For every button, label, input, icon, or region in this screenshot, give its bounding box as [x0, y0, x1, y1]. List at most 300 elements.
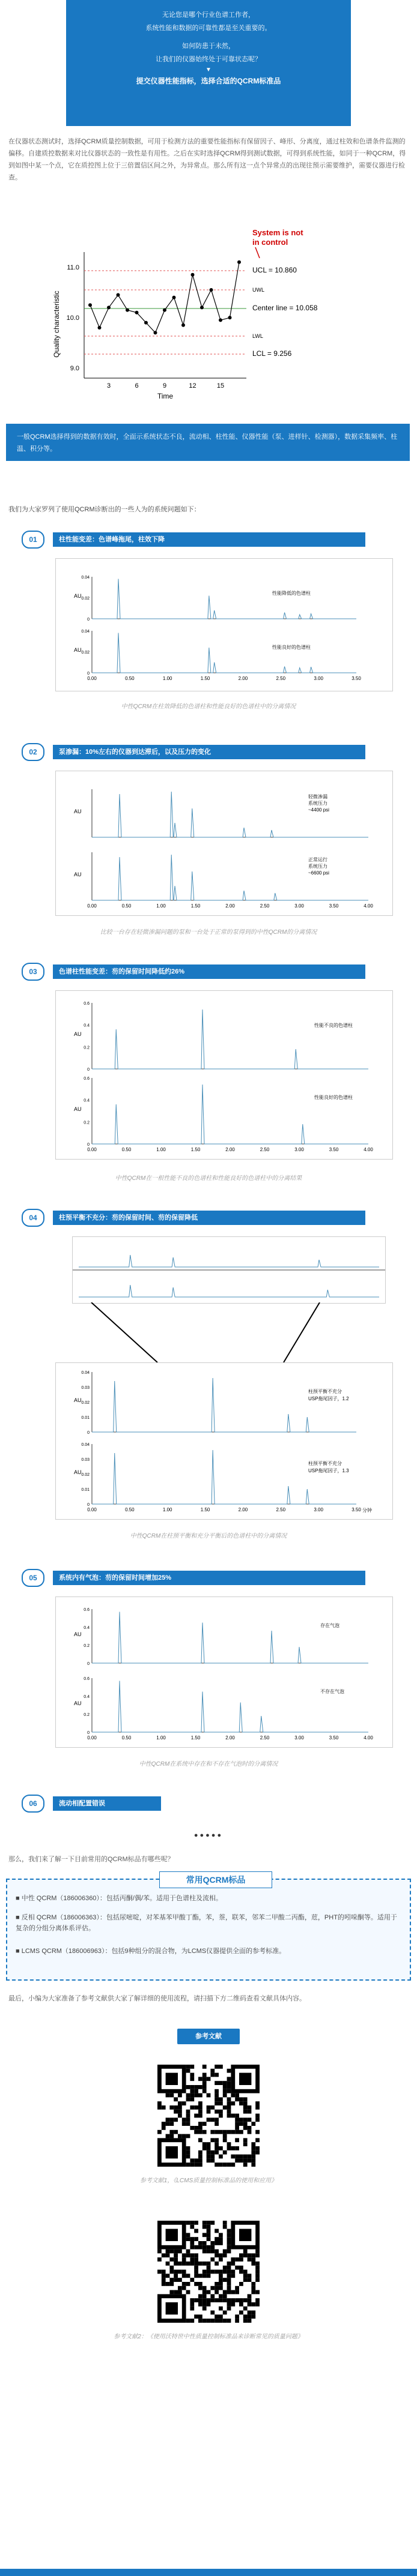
chromatogram-trace: [92, 1085, 368, 1144]
qr-module: [227, 2069, 231, 2073]
trace-label: ~4400 psi: [308, 807, 329, 813]
qr-module: [157, 2105, 162, 2110]
qr-module: [182, 2122, 186, 2126]
qr-module: [235, 2290, 239, 2295]
data-point: [88, 303, 92, 307]
y-tick-label: 0: [87, 1068, 90, 1072]
qr-module: [235, 2266, 239, 2270]
y-tick-label: 0.02: [81, 1473, 90, 1477]
qr-module: [227, 2262, 231, 2266]
qr-module: [219, 2130, 223, 2134]
qr-module: [219, 2307, 223, 2311]
data-point: [135, 311, 139, 314]
qr-module: [223, 2138, 227, 2142]
qr-module: [215, 2270, 219, 2274]
qr-module: [186, 2117, 190, 2122]
qr-module: [178, 2114, 182, 2118]
qr-module: [190, 2225, 194, 2229]
qr-module: [219, 2155, 223, 2159]
x-tick-label: 2.50: [276, 676, 286, 681]
reference-button[interactable]: 参考文献: [177, 2029, 240, 2044]
qr-module: [219, 2110, 223, 2114]
qr-module: [243, 2097, 248, 2101]
qr-module: [198, 2150, 202, 2155]
x-tick-label: 0.00: [87, 676, 97, 681]
qr-module: [235, 2138, 239, 2142]
qr-module: [227, 2130, 231, 2134]
qr-module: [243, 2253, 248, 2257]
qr-module: [248, 2278, 252, 2282]
case-number: 05: [22, 1569, 44, 1587]
x-tick-label: 2.50: [276, 1507, 286, 1512]
qr-module: [210, 2257, 215, 2262]
qr-module: [251, 2150, 255, 2155]
case-header: [22, 531, 388, 549]
qr-module: [235, 2117, 239, 2122]
x-tick-label: 3.00: [314, 1507, 323, 1512]
data-point: [154, 331, 157, 334]
qr-module: [202, 2085, 207, 2089]
qr-code[interactable]: [157, 2221, 260, 2323]
qr-module: [215, 2298, 219, 2302]
qr-module: [243, 2117, 248, 2122]
qr-module: [219, 2286, 223, 2290]
x-tick-label: 0.50: [121, 1735, 132, 1741]
x-tick-label: 2.50: [260, 1735, 270, 1741]
qr-module: [190, 2253, 194, 2257]
qr-module: [255, 2138, 260, 2142]
qr-module: [235, 2155, 239, 2159]
qr-module: [223, 2253, 227, 2257]
qr-module: [174, 2249, 178, 2254]
qr-module: [198, 2262, 202, 2266]
case-title: 色谱柱性能变差：芴的保留时间降低约26%: [53, 964, 365, 979]
qr-module: [239, 2101, 243, 2105]
qr-module: [243, 2158, 248, 2162]
hero-line: 如何防患于未然，: [182, 43, 235, 50]
qr-module: [235, 2257, 239, 2262]
qr-module: [207, 2266, 211, 2270]
qr-module: [223, 2298, 227, 2302]
qr-module: [255, 2270, 260, 2274]
qr-module: [255, 2150, 260, 2155]
qr-module: [207, 2262, 211, 2266]
qr-module: [182, 2282, 186, 2286]
qr-module: [166, 2122, 170, 2126]
qr-module: [194, 2270, 198, 2274]
qr-module: [178, 2290, 182, 2295]
qr-module: [219, 2081, 223, 2085]
hero-line: 无论您是哪个行业色谱工作者，: [162, 11, 255, 19]
qr-module: [178, 2278, 182, 2282]
qr-module: [243, 2319, 248, 2323]
qr-module: [239, 2253, 243, 2257]
qr-module: [215, 2130, 219, 2134]
qr-module: [215, 2237, 219, 2241]
intro-paragraph: 在仪器状态测试时，选择QCRM质量控制数据，可用于检测方法的重要性能指标有保留因子、峰形、分离度，通过柱效和色谱条件监测的偏移。自建质控数据来对比仪器状态的一致性是有用性。之后在实时选择QCRM得到测试数据，可得到系统性能，如同于一种QCRM，得到如图中某一个点，它在质控图上位于三倍置信区间之外，为异常点。那么所有这一点个异常点的出现往预示需要维护，需要仪器进行检查。: [8, 138, 406, 181]
trace-label: USP拖尾因子，1.3: [308, 1468, 349, 1473]
y-tick-label: 0.4: [84, 1098, 90, 1103]
qr-module: [174, 2278, 178, 2282]
qr-module: [227, 2266, 231, 2270]
trace-label: USP拖尾因子，1.2: [308, 1396, 349, 1401]
qr-module: [186, 2221, 190, 2225]
case-number: 01: [22, 531, 44, 549]
qr-module: [178, 2249, 182, 2254]
y-axis-label: AU: [74, 1631, 82, 1637]
qr-module: [207, 2270, 211, 2274]
qr-module: [190, 2097, 194, 2101]
x-tick-label: 3.00: [314, 676, 323, 681]
zoom-line-right: [284, 1302, 320, 1362]
qr-module: [190, 2093, 194, 2098]
qr-module: [174, 2270, 178, 2274]
x-tick-label: 1.00: [156, 1147, 166, 1152]
qr-module: [198, 2138, 202, 2142]
x-tick-label: 3.00: [294, 903, 304, 909]
center-label: Center line = 10.058: [252, 304, 318, 312]
qr-module: [219, 2314, 223, 2319]
qr-module: [219, 2237, 223, 2241]
chromatogram-4-zoom: [72, 1236, 386, 1304]
qr-module: [227, 2302, 231, 2307]
qr-module: [243, 2162, 248, 2167]
qr-module: [219, 2257, 223, 2262]
y-tick-label: 0: [87, 1143, 90, 1147]
chromatogram-5: [55, 1596, 393, 1748]
chromatogram-trace: [92, 579, 356, 619]
qr-module: [202, 2319, 207, 2323]
y-tick-label: 0.04: [81, 576, 90, 580]
qr-module: [235, 2298, 239, 2302]
qr-module: [223, 2221, 227, 2225]
qr-module: [227, 2233, 231, 2237]
hero-bottom: 提交仪器性能指标，选择合适的QCRM标准品: [136, 77, 281, 85]
uwl-label: UWL: [252, 287, 264, 293]
y-tick-label: 0.01: [81, 1416, 90, 1420]
qr-module: [215, 2319, 219, 2323]
qr-module: [182, 2257, 186, 2262]
qr-module: [202, 2298, 207, 2302]
qr-module: [251, 2122, 255, 2126]
trace-label: 性能降低的色谱柱: [272, 591, 311, 596]
qr-module: [223, 2089, 227, 2093]
qr-module: [223, 2134, 227, 2138]
qr-module: [210, 2158, 215, 2162]
case-header: [22, 1569, 388, 1587]
data-point: [126, 308, 129, 312]
qr-module: [231, 2093, 235, 2098]
y-axis-label: AU: [74, 1106, 82, 1112]
qr-module: [207, 2146, 211, 2150]
x-tick-label: 1.00: [156, 1735, 166, 1741]
qr-module: [251, 2311, 255, 2315]
qr-module: [239, 2257, 243, 2262]
trace-label: 性能良好的色谱柱: [272, 645, 311, 650]
qr-module: [166, 2253, 170, 2257]
y-tick-label: 0.02: [81, 1401, 90, 1405]
standard-item-text: 中性 QCRM（186006360）：包括丙酮/偶/苯。适用于色谱柱及流相。: [21, 1895, 223, 1902]
qr-module: [190, 2089, 194, 2093]
trace-label: 系统压力: [308, 801, 327, 806]
qr-module: [207, 2142, 211, 2146]
qr-module: [227, 2085, 231, 2089]
qr-module: [207, 2077, 211, 2081]
qr-module: [169, 2134, 174, 2138]
qr-module: [202, 2270, 207, 2274]
qr-module: [227, 2110, 231, 2114]
separator-dots: ●●●●●: [193, 1832, 224, 1839]
qr-module: [207, 2245, 211, 2249]
qr-module: [227, 2298, 231, 2302]
qr-finder-core: [239, 2229, 251, 2241]
qr-module: [215, 2089, 219, 2093]
qr-module: [215, 2241, 219, 2245]
qr-module: [190, 2257, 194, 2262]
qr-module: [182, 2270, 186, 2274]
qr-module: [194, 2130, 198, 2134]
qr-module: [202, 2221, 207, 2225]
qr-module: [202, 2130, 207, 2134]
qr-module: [169, 2122, 174, 2126]
qr-module: [162, 2270, 166, 2274]
trace-label: 系统压力: [308, 864, 327, 869]
qr-module: [174, 2274, 178, 2278]
x-tick-label: 3: [106, 382, 111, 390]
y-tick-label: 0.2: [84, 1121, 90, 1125]
qr-module: [219, 2146, 223, 2150]
qr-module: [235, 2093, 239, 2098]
data-point: [200, 305, 204, 309]
qr-module: [169, 2093, 174, 2098]
y-tick-label: 0: [87, 1662, 90, 1666]
qr-module: [186, 2114, 190, 2118]
qr-module: [223, 2319, 227, 2323]
data-point: [172, 296, 176, 299]
qr-module: [235, 2314, 239, 2319]
qr-module: [190, 2077, 194, 2081]
x-tick-label: 0.50: [125, 676, 135, 681]
qr-module: [186, 2319, 190, 2323]
y-tick-label: 0.04: [81, 630, 90, 634]
y-axis-label: AU: [74, 593, 82, 599]
y-axis-label: AU: [74, 1031, 82, 1037]
y-tick-label: 0.04: [81, 1371, 90, 1375]
data-point: [228, 316, 232, 319]
qr-module: [227, 2237, 231, 2241]
qr-finder-core: [166, 2146, 178, 2158]
x-tick-label: 3.00: [294, 1147, 304, 1152]
qr-module: [202, 2146, 207, 2150]
qr-module: [186, 2253, 190, 2257]
chromatogram-trace: [92, 1378, 356, 1432]
qr-module: [243, 2278, 248, 2282]
data-point: [144, 321, 148, 325]
qr-module: [231, 2146, 235, 2150]
qr-module: [251, 2257, 255, 2262]
trace-label: 柱预平衡不充分: [308, 1389, 342, 1394]
x-tick-label: 0.00: [87, 1735, 97, 1741]
qr-module: [251, 2158, 255, 2162]
qr-module: [231, 2270, 235, 2274]
x-tick-label: 0.50: [121, 903, 132, 909]
qr-module: [235, 2319, 239, 2323]
qr-module: [231, 2155, 235, 2159]
qr-module: [239, 2266, 243, 2270]
annotation-line-2: in control: [252, 238, 288, 247]
y-tick-label: 0.02: [81, 597, 90, 601]
case-title: 泵渗漏：10%左右的仪器到达滞后，以及压力的变化: [53, 745, 365, 759]
qr-module: [186, 2097, 190, 2101]
qr-module: [215, 2110, 219, 2114]
case-title: 柱性能变差：色谱峰拖尾，柱效下降: [53, 532, 365, 547]
x-tick-label: 2.00: [238, 1507, 248, 1512]
qr-module: [223, 2162, 227, 2167]
qr-module: [207, 2158, 211, 2162]
qr-module: [248, 2319, 252, 2323]
qr-module: [202, 2262, 207, 2266]
qr-module: [186, 2249, 190, 2254]
qr-module: [248, 2130, 252, 2134]
x-tick-label: 1.50: [200, 1507, 210, 1512]
data-point: [98, 326, 102, 330]
qr-module: [227, 2307, 231, 2311]
qr-module: [227, 2097, 231, 2101]
qr-module: [215, 2253, 219, 2257]
qr-module: [243, 2274, 248, 2278]
x-tick-label: 2.00: [238, 676, 248, 681]
qr-module: [202, 2077, 207, 2081]
qr-module: [202, 2065, 207, 2069]
qr-module: [186, 2233, 190, 2237]
qr-module: [231, 2274, 235, 2278]
qr-module: [210, 2117, 215, 2122]
chromatogram-trace: [79, 1285, 379, 1297]
qr-module: [174, 2117, 178, 2122]
trace-label: 存在气泡: [320, 1623, 339, 1628]
qr-module: [210, 2221, 215, 2225]
qr-module: [174, 2097, 178, 2101]
case-header: [22, 1209, 388, 1227]
qr-module: [190, 2298, 194, 2302]
qr-module: [162, 2105, 166, 2110]
qr-module: [227, 2282, 231, 2286]
qr-module: [202, 2274, 207, 2278]
qr-module: [186, 2146, 190, 2150]
qr-module: [190, 2126, 194, 2130]
qr-module: [231, 2114, 235, 2118]
qr-module: [223, 2150, 227, 2155]
qr-module: [186, 2237, 190, 2241]
lwl-label: LWL: [252, 333, 263, 339]
x-tick-label: 1.00: [162, 676, 172, 681]
qr-module: [210, 2069, 215, 2073]
hero-banner: [66, 0, 351, 126]
qr-module: [235, 2286, 239, 2290]
qr-module: [215, 2290, 219, 2295]
standard-item-text: LCMS QCRM（186006963）：包括9种组分的混合物，为LCMS仪器提供全面的参考标准。: [21, 1948, 286, 1955]
y-tick-label: 0.02: [81, 651, 90, 655]
qr-module: [198, 2302, 202, 2307]
qr-module: [202, 2089, 207, 2093]
x-tick-label: 0.00: [87, 1507, 97, 1512]
qr-module: [186, 2162, 190, 2167]
qr-module: [215, 2142, 219, 2146]
x-tick-label: 6: [135, 382, 139, 390]
qr-module: [227, 2146, 231, 2150]
qr-module: [178, 2093, 182, 2098]
qr-module: [223, 2311, 227, 2315]
qr-module: [239, 2298, 243, 2302]
trace-label: 柱预平衡不充分: [308, 1461, 342, 1466]
qr-module: [215, 2093, 219, 2098]
qr-module: [194, 2262, 198, 2266]
qr-module: [190, 2241, 194, 2245]
qr-module: [255, 2274, 260, 2278]
x-tick-label: 3.50: [352, 676, 361, 681]
data-point: [117, 293, 120, 296]
qr-module: [255, 2249, 260, 2254]
qr-module: [215, 2097, 219, 2101]
qr-module: [227, 2101, 231, 2105]
qr-module: [251, 2262, 255, 2266]
qr-module: [157, 2270, 162, 2274]
qr-module: [174, 2253, 178, 2257]
qr-module: [235, 2097, 239, 2101]
qr-module: [243, 2122, 248, 2126]
qr-module: [210, 2286, 215, 2290]
hero-line: 系统性能和数据的可靠性都是至关重要的。: [145, 25, 272, 32]
trace-label: 正常运行: [308, 857, 327, 862]
qr-module: [207, 2117, 211, 2122]
qr-module: [219, 2278, 223, 2282]
qr-module: [186, 2122, 190, 2126]
qr-module: [186, 2150, 190, 2155]
qr-module: [227, 2105, 231, 2110]
qr-module: [243, 2110, 248, 2114]
x-tick-label: 3.50: [329, 1735, 339, 1741]
qr-module: [210, 2105, 215, 2110]
qr-module: [248, 2257, 252, 2262]
qr-module: [198, 2282, 202, 2286]
qr-module: [202, 2302, 207, 2307]
qr-module: [186, 2282, 190, 2286]
qr-module: [231, 2290, 235, 2295]
y-tick-label: 0: [87, 618, 90, 622]
qr-module: [235, 2146, 239, 2150]
qr-module: [166, 2262, 170, 2266]
qr-module: [157, 2130, 162, 2134]
qr-module: [243, 2314, 248, 2319]
qr-module: [243, 2101, 248, 2105]
qr-module: [198, 2085, 202, 2089]
y-tick-label: 0.6: [84, 1677, 90, 1681]
qr-module: [169, 2117, 174, 2122]
x-tick-label: 4.00: [364, 903, 373, 909]
case-title: 流动相配置错误: [53, 1796, 161, 1811]
qr-module: [210, 2311, 215, 2315]
qr-module: [243, 2270, 248, 2274]
qr-code[interactable]: [157, 2065, 260, 2167]
x-tick-label: 1.00: [162, 1507, 172, 1512]
qr-module: [215, 2229, 219, 2233]
qr-module: [215, 2282, 219, 2286]
qr-module: [198, 2093, 202, 2098]
control-chart: [48, 228, 361, 408]
qr-module: [243, 2126, 248, 2130]
qr-module: [251, 2253, 255, 2257]
qr-module: [166, 2093, 170, 2098]
